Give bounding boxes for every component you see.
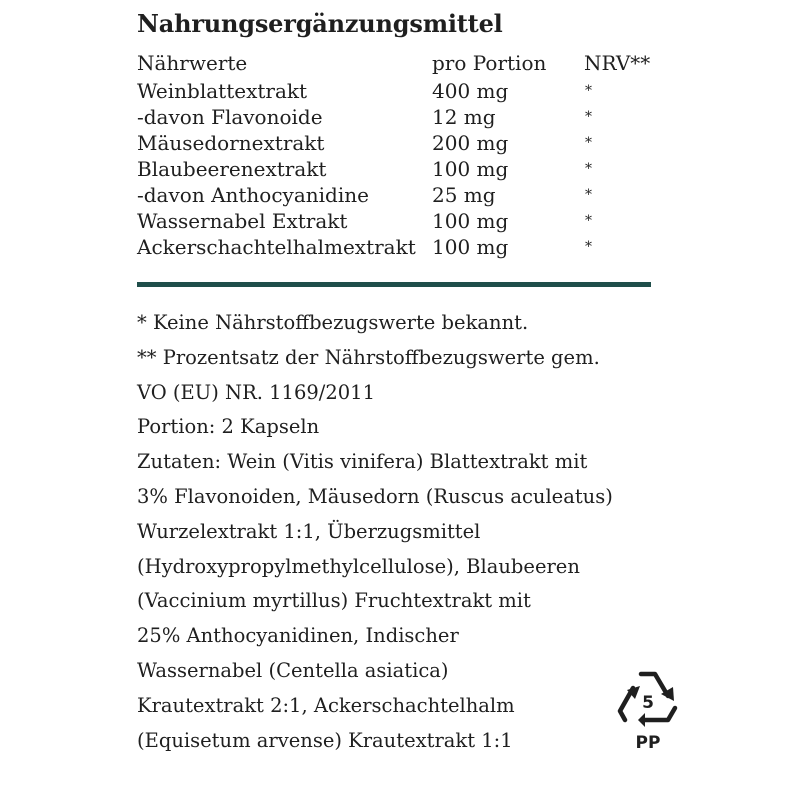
table-row bbox=[137, 104, 657, 130]
nutrient-nrv: * bbox=[585, 239, 592, 255]
nutrient-name: Ackerschachtelhalmextrakt bbox=[137, 235, 416, 259]
nutrient-nrv: * bbox=[585, 187, 592, 203]
nutrient-name: -davon Anthocyanidine bbox=[137, 183, 369, 207]
table-row bbox=[137, 182, 657, 208]
label-notes bbox=[137, 306, 667, 758]
portion-info: Portion: 2 Kapseln bbox=[137, 415, 320, 439]
nutrient-name: Mäusedornextrakt bbox=[137, 131, 325, 155]
ingredients-line: 25% Anthocyanidinen, Indischer bbox=[137, 624, 459, 648]
header-nrv: NRV** bbox=[584, 51, 651, 75]
recycling-triangle-icon bbox=[612, 668, 684, 752]
recycling-material: PP bbox=[635, 733, 661, 752]
ingredients-line: 3% Flavonoiden, Mäusedorn (Ruscus aculeatus) bbox=[137, 484, 613, 508]
nutrient-name: Wassernabel Extrakt bbox=[137, 209, 348, 233]
header-per-portion: pro Portion bbox=[432, 51, 547, 75]
nutrient-name: Blaubeerenextrakt bbox=[137, 157, 327, 181]
ingredients-line: (Hydroxypropylmethylcellulose), Blaubeeren bbox=[137, 554, 580, 578]
ingredients-line: Wassernabel (Centella asiatica) bbox=[137, 658, 449, 682]
nutrient-amount: 100 mg bbox=[432, 157, 509, 181]
table-row bbox=[137, 208, 657, 234]
nutrient-nrv: * bbox=[585, 161, 592, 177]
ingredients-line: Wurzelextrakt 1:1, Überzugsmittel bbox=[137, 519, 481, 543]
recycling-code: 5 bbox=[642, 693, 654, 713]
table-row bbox=[137, 78, 657, 104]
nutrient-nrv: * bbox=[585, 109, 592, 125]
nutrient-amount: 25 mg bbox=[432, 183, 496, 207]
nutrient-amount: 400 mg bbox=[432, 79, 509, 103]
nutrient-nrv: * bbox=[585, 83, 592, 99]
regulation-reference: VO (EU) NR. 1169/2011 bbox=[137, 380, 375, 404]
supplement-label bbox=[137, 0, 667, 800]
ingredients-line: (Vaccinium myrtillus) Fruchtextrakt mit bbox=[137, 589, 531, 613]
nutrition-table bbox=[137, 48, 657, 260]
nutrient-amount: 100 mg bbox=[432, 235, 509, 259]
ingredients-line: (Equisetum arvense) Krautextrakt 1:1 bbox=[137, 728, 513, 752]
nutrient-nrv: * bbox=[585, 213, 592, 229]
footnote-no-reference: * Keine Nährstoffbezugswerte bekannt. bbox=[137, 311, 529, 334]
table-row bbox=[137, 234, 657, 260]
table-row bbox=[137, 130, 657, 156]
label-title: Nahrungsergänzungsmittel bbox=[137, 9, 503, 38]
nutrient-nrv: * bbox=[585, 135, 592, 151]
ingredients-line: Zutaten: Wein (Vitis vinifera) Blattextrakt mit bbox=[137, 450, 588, 474]
header-nutrients: Nährwerte bbox=[137, 51, 248, 75]
nutrient-name: Weinblattextrakt bbox=[137, 79, 308, 103]
nutrition-table-header bbox=[137, 48, 657, 78]
nutrient-amount: 12 mg bbox=[432, 105, 496, 129]
table-row bbox=[137, 156, 657, 182]
nutrient-amount: 200 mg bbox=[432, 131, 509, 155]
footnote-reference-percentage: ** Prozentsatz der Nährstoffbezugswerte gem. bbox=[137, 345, 600, 369]
ingredients-line: Krautextrakt 2:1, Ackerschachtelhalm bbox=[137, 693, 515, 717]
table-divider bbox=[137, 282, 651, 287]
nutrient-amount: 100 mg bbox=[432, 209, 509, 233]
nutrient-name: -davon Flavonoide bbox=[137, 105, 323, 129]
